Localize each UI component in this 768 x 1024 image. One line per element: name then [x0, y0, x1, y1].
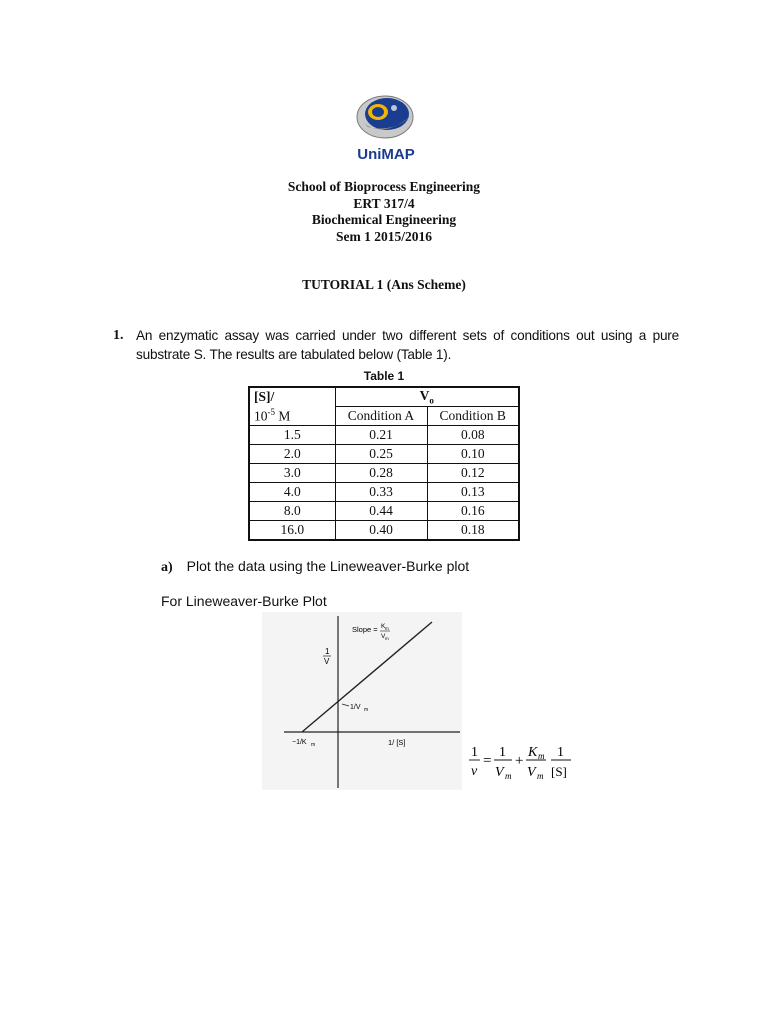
question-text: An enzymatic assay was carried under two different sets of conditions out using a pure substrate S. The results are tabulated below (Table 1).: [136, 328, 679, 362]
svg-text:m: m: [364, 707, 369, 713]
slope-label: Slope =: [352, 625, 378, 634]
semester: Sem 1 2015/2016: [336, 228, 432, 244]
svg-text:m: m: [538, 751, 545, 761]
condition-b-header: Condition B: [427, 407, 519, 426]
unimap-logo: [354, 93, 418, 167]
table-row: 16.0 0.40 0.18: [249, 521, 519, 541]
svg-text:V: V: [324, 657, 330, 666]
tutorial-title: TUTORIAL 1 (Ans Scheme): [302, 277, 466, 292]
svg-text:v: v: [471, 764, 478, 779]
svg-text:K: K: [381, 623, 386, 630]
velocity-header: $V_o$: [335, 387, 519, 407]
school-name: School of Bioprocess Engineering: [287, 179, 481, 194]
lineweaver-burke-equation: [466, 738, 576, 788]
x-intercept-label: −1/K: [292, 739, 307, 746]
svg-text:V: V: [381, 633, 386, 640]
question-number: 1.: [113, 328, 124, 343]
question-1: [113, 326, 679, 364]
data-table: [248, 386, 520, 541]
course-code: ERT 317/4: [353, 195, 415, 211]
svg-text:V: V: [495, 765, 504, 780]
lineweaver-burke-figure: [262, 612, 462, 790]
table-row: 2.0 0.25 0.10: [249, 445, 519, 464]
substrate-unit: $10^{-5}$ M: [249, 407, 335, 426]
part-a-text: Plot the data using the Lineweaver-Burke plot: [186, 558, 470, 574]
table-row: 8.0 0.44 0.16: [249, 502, 519, 521]
table-row: 1.5 0.21 0.08: [249, 426, 519, 445]
svg-text:m: m: [385, 626, 389, 631]
svg-text:=: =: [483, 753, 492, 769]
part-a-label: a): [161, 560, 173, 575]
course-name: Biochemical Engineering: [311, 212, 457, 227]
course-header: [0, 179, 768, 245]
regression-line: [302, 622, 432, 732]
table-row: 3.0 0.28 0.12: [249, 464, 519, 483]
svg-text:1: 1: [471, 745, 478, 760]
logo-wordmark: UniMAP: [357, 146, 415, 163]
table-caption: Table 1: [363, 369, 405, 383]
svg-text:1: 1: [499, 745, 506, 760]
part-a: [161, 558, 469, 576]
x-axis-label: 1/ [S]: [388, 738, 406, 747]
substrate-header: [S]/: [249, 387, 335, 407]
y-axis-label: 1: [325, 647, 330, 656]
lineweaver-burke-intro: For Lineweaver-Burke Plot: [161, 593, 327, 609]
svg-text:+: +: [515, 753, 524, 769]
y-intercept-label: 1/V: [350, 704, 361, 711]
svg-text:m: m: [505, 771, 512, 781]
condition-a-header: Condition A: [335, 407, 427, 426]
svg-text:K: K: [528, 745, 538, 760]
svg-text:m: m: [311, 742, 316, 748]
svg-text:1: 1: [557, 745, 564, 760]
svg-text:[S]: [S]: [551, 764, 567, 779]
svg-text:m: m: [537, 771, 544, 781]
table-row: 4.0 0.33 0.13: [249, 483, 519, 502]
svg-text:V: V: [527, 765, 536, 780]
svg-text:m: m: [385, 636, 389, 641]
